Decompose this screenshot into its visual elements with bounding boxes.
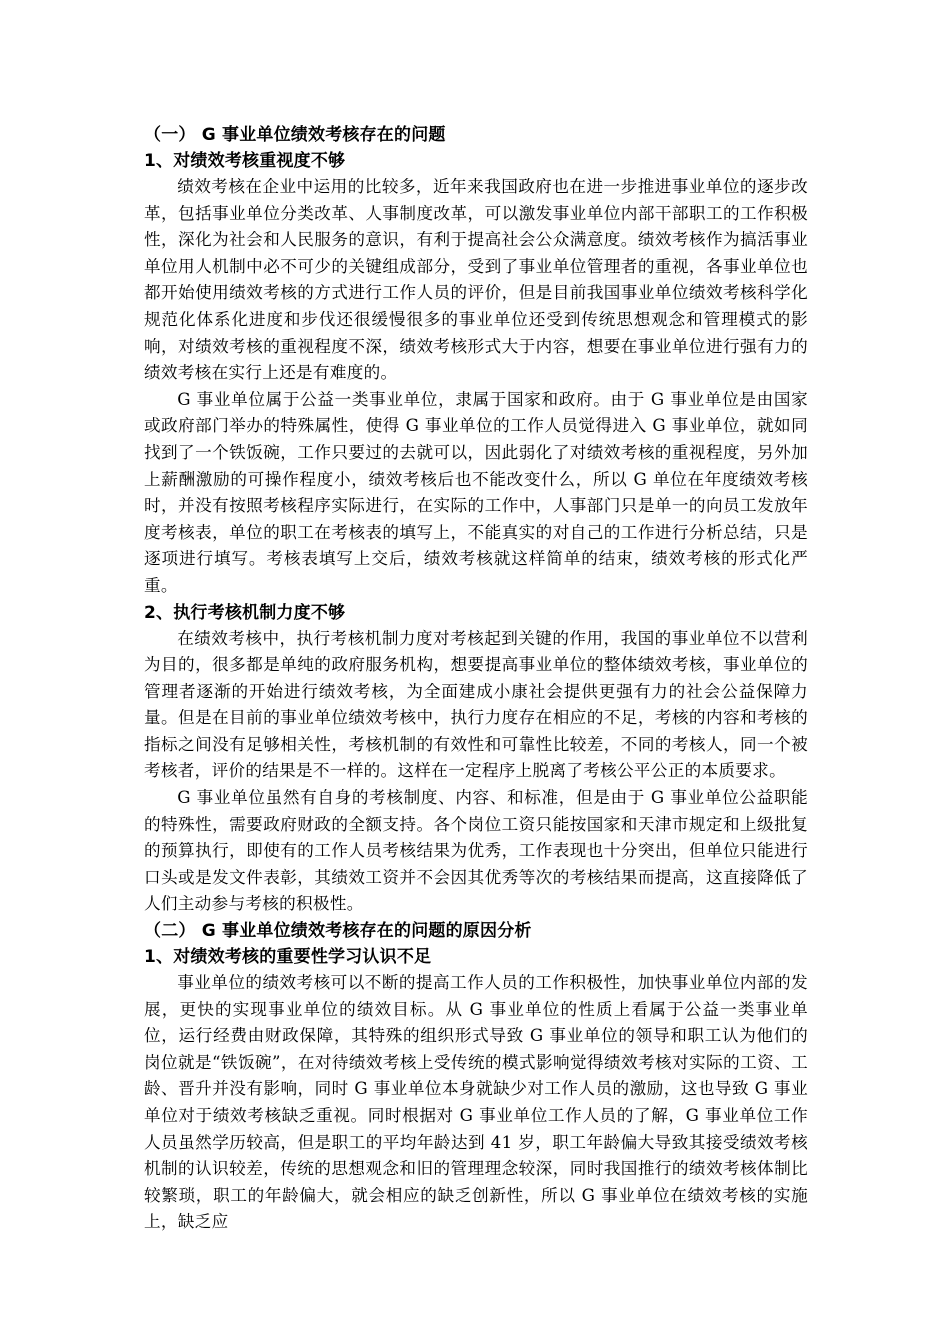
paragraph-1: 绩效考核在企业中运用的比较多，近年来我国政府也在进一步推进事业单位的逐步改革，包括事业单位分类改革、人事制度改革，可以激发事业单位内部干部职工的工作积极性，深化为社会和人民服务的意识，有利于提高社会公众满意度。绩效考核作为搞活事业单位用人机制中必不可少的关键组成部分，受到了事业单位管理者的重视，各事业单位也都开始使用绩效考核的方式进行工作人员的评价，但是目前我国事业单位绩效考核科学化规范化体系化进度和步伐还很缓慢很多的事业单位还受到传统思想观念和管理模式的影响，对绩效考核的重视程度不深，绩效考核形式大于内容，想要在事业单位进行强有力的绩效考核在实行上还是有难度的。 [144, 177, 808, 383]
paragraph-5: 事业单位的绩效考核可以不断的提高工作人员的工作积极性，加快事业单位内部的发展，更快的实现事业单位的绩效目标。从 G 事业单位的性质上看属于公益一类事业单位，运行经费由财政保障，其特殊的组织形式导致 G 事业单位的领导和职工认为他们的岗位就是“铁饭碗”，在对待绩效考核上受传统的模式影响觉得绩效考核对实际的工资、工龄、晋升并没有影响，同时 G 事业单位本身就缺少对工作人员的激励，这也导致 G 事业单位对于绩效考核缺乏重视。同时根据对 G 事业单位工作人员的了解，G 事业单位工作人员虽然学历较高，但是职工的平均年龄达到 41 岁，职工年龄偏大导致其接受绩效考核机制的认识较差，传统的思想观念和旧的管理理念较深，同时我国推行的绩效考核体制比较繁琐，职工的年龄偏大，就会相应的缺乏创新性，所以 G 事业单位在绩效考核的实施上，缺乏应 [144, 973, 808, 1232]
section-heading-1: （一） G 事业单位绩效考核存在的问题 [144, 125, 446, 145]
paragraph-4: G 事业单位虽然有自身的考核制度、内容、和标准，但是由于 G 事业单位公益职能的特殊性，需要政府财政的全额支持。各个岗位工资只能按国家和天津市规定和上级批复的预算执行，即使有的工作人员考核结果为优秀，工作表现也十分突出，但单位只能进行口头或是发文件表彰，其绩效工资并不会因其优秀等次的考核结果而提高，这直接降低了人们主动参与考核的积极性。 [144, 788, 808, 914]
paragraph-3: 在绩效考核中，执行考核机制力度对考核起到关键的作用，我国的事业单位不以营利为目的，很多都是单纯的政府服务机构，想要提高事业单位的整体绩效考核，事业单位的管理者逐渐的开始进行绩效考核，为全面建成小康社会提供更强有力的社会公益保障力量。但是在目前的事业单位绩效考核中，执行力度存在相应的不足，考核的内容和考核的指标之间没有足够相关性，考核机制的有效性和可靠性比较差，不同的考核人，同一个被考核者，评价的结果是不一样的。这样在一定程序上脱离了考核公平公正的本质要求。 [144, 628, 808, 781]
subsection-heading-3: 1、对绩效考核的重要性学习认识不足 [144, 947, 432, 968]
paragraph-2: G 事业单位属于公益一类事业单位，隶属于国家和政府。由于 G 事业单位是由国家或政府部门举办的特殊属性，使得 G 事业单位的工作人员觉得进入 G 事业单位，就如同找到了一个铁饭碗，工作只要过的去就可以，因此弱化了对绩效考核的重视程度，另外加上薪酬激励的可操作程度小，绩效考核后也不能改变什么，所以 G 单位在年度绩效考核时，并没有按照考核程序实际进行，在实际的工作中，人事部门只是单一的向员工发放年度考核表，单位的职工在考核表的填写上，不能真实的对自己的工作进行分析总结，只是逐项进行填写。考核表填写上交后，绩效考核就这样简单的结束，绩效考核的形式化严重。 [144, 389, 808, 595]
document-page [144, 122, 808, 1236]
subsection-heading-2: 2、执行考核机制力度不够 [144, 602, 346, 623]
section-heading-2: （二） G 事业单位绩效考核存在的问题的原因分析 [144, 921, 532, 942]
subsection-heading-1: 1、对绩效考核重视度不够 [144, 151, 346, 171]
